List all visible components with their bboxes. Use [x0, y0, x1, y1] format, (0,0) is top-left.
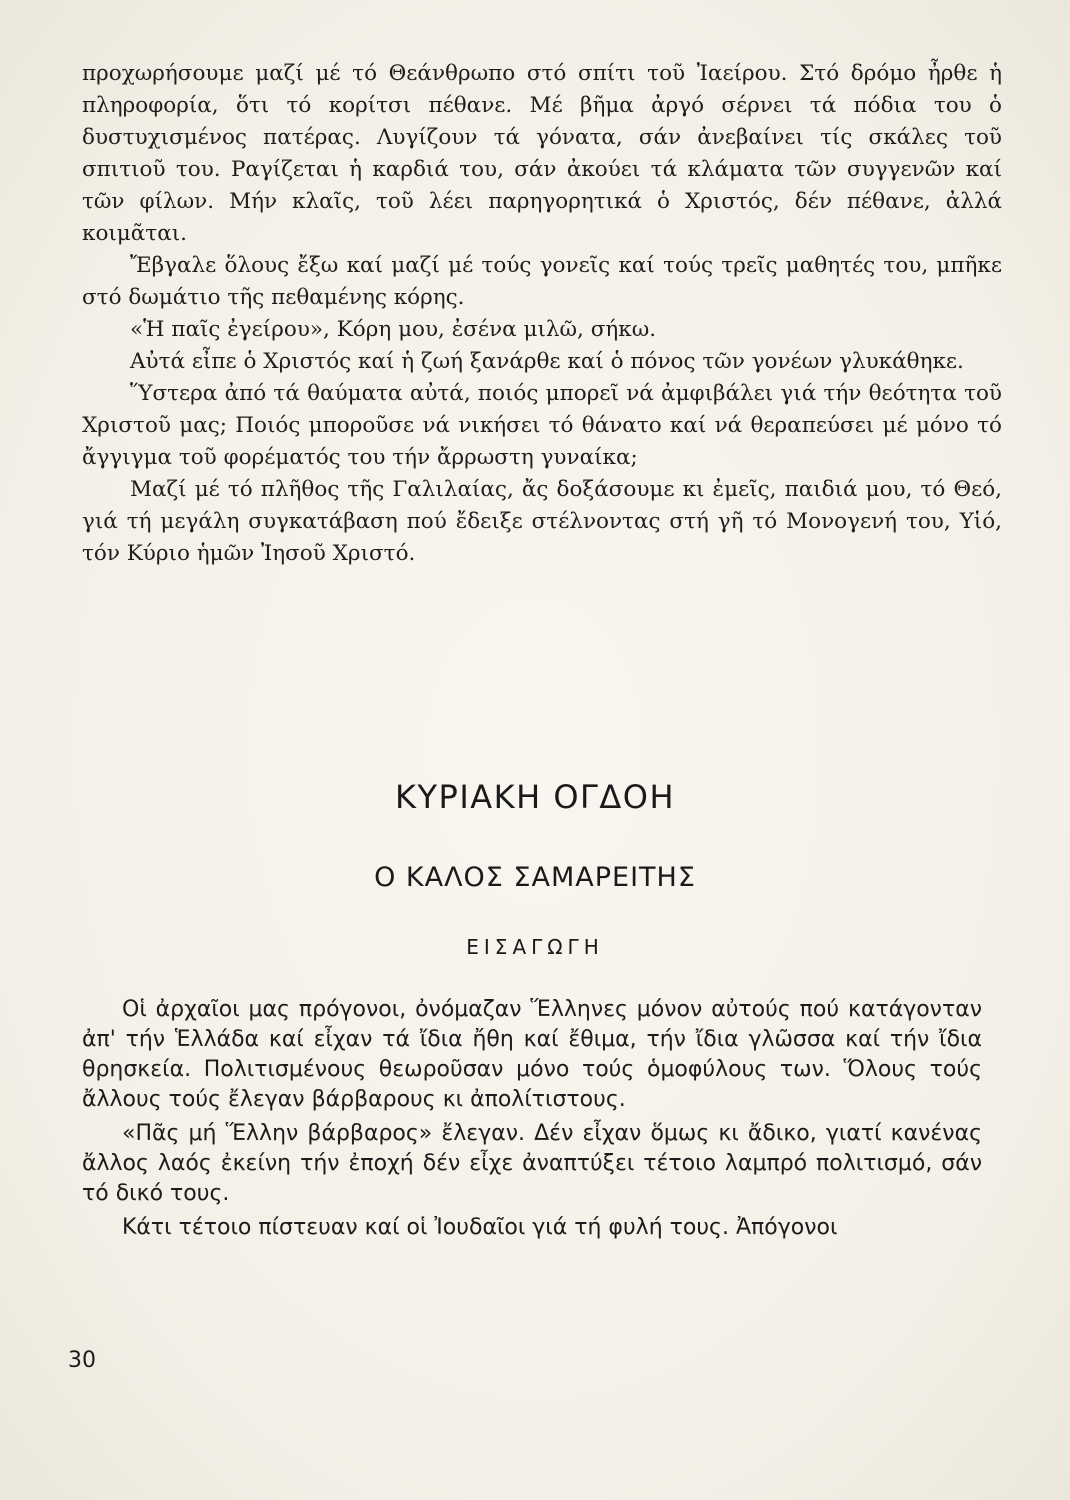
paragraph: Μαζί μέ τό πλῆθος τῆς Γαλιλαίας, ἄς δοξάσουμε κι ἐμεῖς, παιδιά μου, τό Θεό, γιά τή μεγάλη συγκατάβαση πού ἔδειξε στέλνοντας στή γῆ τό Μονογενή του, Υἱό, τόν Κύριο ἡμῶν Ἰησοῦ Χριστό.	[82, 477, 1002, 566]
chapter-subtitle: Ο ΚΑΛΟΣ ΣΑΜΑΡΕΙΤΗΣ	[374, 862, 696, 893]
paragraph: «Ἡ παῖς ἐγείρου», Κόρη μου, ἐσένα μιλῶ, σήκω.	[130, 317, 657, 342]
paragraph: Αὐτά εἶπε ὁ Χριστός καί ἡ ζωή ξανάρθε καί ὁ πόνος τῶν γονέων γλυκάθηκε.	[130, 349, 964, 374]
paragraph: Οἱ ἀρχαῖοι μας πρόγονοι, ὀνόμαζαν Ἕλληνες μόνον αὐτούς πού κατάγονταν ἀπ' τήν Ἑλλάδα καί εἶχαν τά ἴδια ἤθη καί ἔθιμα, τήν ἴδια γλῶσσα καί τήν ἴδια θρησκεία. Πολιτισμένους θεωροῦσαν μόνο τούς ὁμοφύλους των. Ὅλους τούς ἄλλους τούς ἔλεγαν βάρβαρους κι ἀπολίτιστους.	[82, 997, 982, 1112]
previous-sermon-text	[82, 58, 1002, 570]
paragraph: Ἔβγαλε ὅλους ἔξω καί μαζί μέ τούς γονεῖς καί τούς τρεῖς μαθητές του, μπῆκε στό δωμάτιο τῆς πεθαμένης κόρης.	[82, 253, 1002, 310]
introduction-text	[82, 995, 982, 1247]
paragraph: «Πᾶς μή Ἕλλην βάρβαρος» ἔλεγαν. Δέν εἶχαν ὅμως κι ἄδικο, γιατί κανένας ἄλλος λαός ἐκείνη τήν ἐποχή δέν εἶχε ἀναπτύξει τέτοιο λαμπρό πολιτισμό, σάν τό δικό τους.	[82, 1121, 982, 1206]
paragraph: Ὕστερα ἀπό τά θαύματα αὐτά, ποιός μπορεῖ νά ἀμφιβάλει γιά τήν θεότητα τοῦ Χριστοῦ μας; Ποιός μποροῦσε νά νικήσει τό θάνατο καί νά θεραπεύσει μέ μόνο τό ἄγγιγμα τοῦ φορέματός του τήν ἄρρωστη γυναίκα;	[82, 381, 1002, 470]
chapter-title: ΚΥΡΙΑΚΗ ΟΓΔΟΗ	[394, 778, 676, 816]
paragraph: Κάτι τέτοιο πίστευαν καί οἱ Ἰουδαῖοι γιά τή φυλή τους. Ἀπόγονοι	[122, 1215, 838, 1240]
section-heading: ΕΙΣΑΓΩΓΗ	[466, 935, 604, 959]
page-number: 30	[68, 1348, 96, 1373]
paragraph: προχωρήσουμε μαζί μέ τό Θεάνθρωπο στό σπίτι τοῦ Ἰαείρου. Στό δρόμο ἦρθε ἡ πληροφορία, ὅτι τό κορίτσι πέθανε. Μέ βῆμα ἀργό σέρνει τά πόδια του ὁ δυστυχισμένος πατέρας. Λυγίζουν τά γόνατα, σάν ἀνεβαίνει τίς σκάλες τοῦ σπιτιοῦ του. Ραγίζεται ἡ καρδιά του, σάν ἀκούει τά κλάματα τῶν συγγενῶν καί τῶν φίλων. Μήν κλαῖς, τοῦ λέει παρηγορητικά ὁ Χριστός, δέν πέθανε, ἀλλά κοιμᾶται.	[82, 61, 1002, 246]
